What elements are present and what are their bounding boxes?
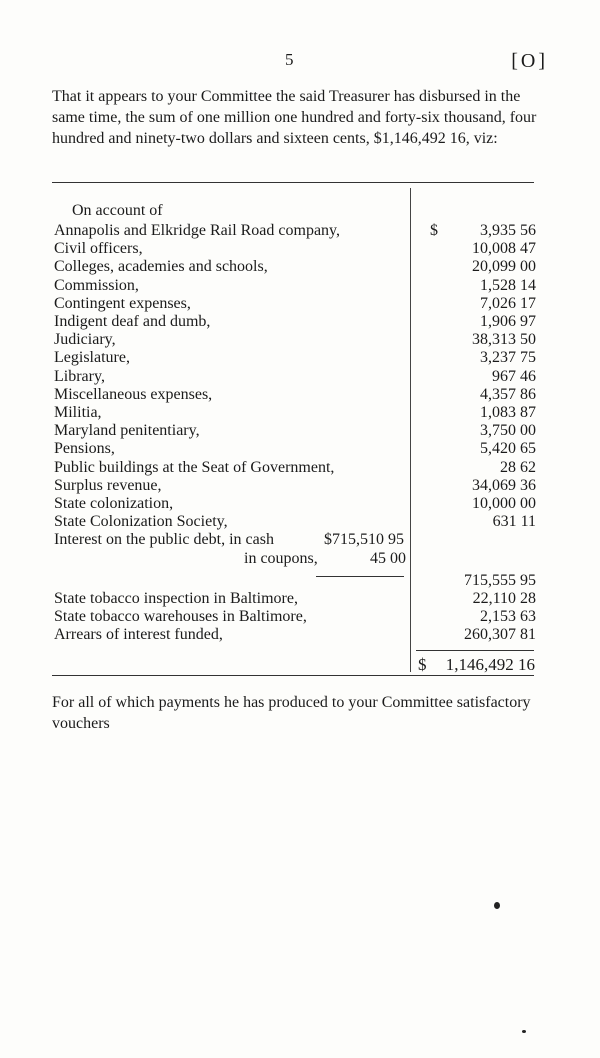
row-amount: 2,153 63 bbox=[480, 608, 536, 626]
table-row bbox=[54, 349, 536, 367]
dollar-sign: $ bbox=[430, 222, 438, 239]
row-label: Annapolis and Elkridge Rail Road company, bbox=[54, 222, 341, 239]
row-amount: 631 11 bbox=[492, 513, 536, 531]
row-label: State colonization, bbox=[54, 495, 174, 512]
table-row bbox=[54, 222, 536, 240]
table-row bbox=[54, 531, 536, 549]
table-row bbox=[54, 513, 536, 531]
row-amount: 4,357 86 bbox=[480, 385, 536, 403]
row-label: Legislature, bbox=[54, 349, 130, 367]
subtotal-amount: 715,555 95 bbox=[464, 571, 536, 589]
row-amount: 10,008 47 bbox=[472, 240, 536, 258]
row-label: Public buildings at the Seat of Government, bbox=[54, 458, 335, 476]
intro-paragraph: That it appears to your Committee the said Treasurer has disbursed in the same time, the sum of one million one hundred and forty-six thousand, four hundred and ninety-two dollars and sixteen cents, $1,146,492 16, viz: bbox=[52, 88, 537, 147]
table-row bbox=[54, 386, 536, 404]
row-label: Militia, bbox=[54, 404, 102, 421]
row-label: Indigent deaf and dumb, bbox=[54, 313, 211, 330]
row-label: Miscellaneous expenses, bbox=[54, 385, 213, 403]
table-row bbox=[54, 313, 536, 331]
row-amount: 260,307 81 bbox=[464, 626, 536, 644]
ink-speck bbox=[494, 902, 500, 909]
row-amount: 1,083 87 bbox=[480, 404, 536, 421]
row-label: State tobacco inspection in Baltimore, bbox=[54, 590, 298, 607]
row-amount: 28 62 bbox=[500, 458, 536, 476]
table-row bbox=[54, 404, 536, 422]
table-row bbox=[54, 626, 536, 644]
table-row bbox=[54, 295, 536, 313]
table-row bbox=[54, 495, 536, 513]
table-row bbox=[54, 459, 536, 477]
row-amount: 1,528 14 bbox=[480, 276, 536, 294]
row-amount: 3,935 56 bbox=[480, 222, 536, 239]
row-label: Library, bbox=[54, 367, 105, 385]
total-amount: 1,146,492 16 bbox=[445, 655, 535, 674]
row-amount: 34,069 36 bbox=[472, 476, 536, 494]
ink-speck bbox=[522, 1030, 526, 1033]
row-amount: 7,026 17 bbox=[480, 294, 536, 312]
table-bottom-rule bbox=[52, 675, 534, 676]
row-label: Arrears of interest funded, bbox=[54, 626, 223, 644]
table-row bbox=[54, 440, 536, 458]
row-amount: 1,906 97 bbox=[480, 313, 536, 330]
table-row bbox=[54, 240, 536, 258]
table-row bbox=[54, 258, 536, 276]
row-amount: 3,237 75 bbox=[480, 349, 536, 367]
cash-amount: $715,510 95 bbox=[324, 531, 404, 549]
closing-paragraph: For all of which payments he has produced to your Committee satisfactory vouchers bbox=[52, 694, 531, 732]
coupons-amount: 45 00 bbox=[370, 549, 406, 567]
row-label: Surplus revenue, bbox=[54, 476, 162, 494]
row-label: Contingent expenses, bbox=[54, 294, 191, 312]
subtotal-rule bbox=[316, 576, 404, 577]
coupons-label: in coupons, bbox=[244, 549, 318, 567]
total-dollar-sign: $ bbox=[418, 655, 427, 674]
row-label: Judiciary, bbox=[54, 331, 116, 349]
row-amount: 3,750 00 bbox=[480, 422, 536, 440]
table-row bbox=[54, 477, 536, 495]
table-heading: On account of bbox=[72, 202, 163, 219]
table-row bbox=[54, 572, 536, 590]
table-top-rule bbox=[52, 182, 534, 183]
table-row bbox=[54, 368, 536, 386]
table-row bbox=[54, 331, 536, 349]
row-amount: 967 46 bbox=[492, 367, 536, 385]
page-mark: [O] bbox=[511, 50, 548, 72]
row-amount: 20,099 00 bbox=[472, 258, 536, 276]
row-label: Civil officers, bbox=[54, 240, 143, 258]
row-amount: 10,000 00 bbox=[472, 495, 536, 512]
row-label: Colleges, academies and schools, bbox=[54, 258, 268, 276]
row-label: Pensions, bbox=[54, 440, 115, 458]
total-rule bbox=[416, 650, 534, 651]
row-label: Interest on the public debt, in cash bbox=[54, 531, 274, 549]
row-label: State tobacco warehouses in Baltimore, bbox=[54, 608, 307, 626]
row-label: State Colonization Society, bbox=[54, 513, 228, 531]
row-label: Commission, bbox=[54, 276, 139, 294]
page-number: 5 bbox=[285, 50, 294, 69]
row-amount: 5,420 65 bbox=[480, 440, 536, 458]
table-row bbox=[54, 422, 536, 440]
row-amount: 22,110 28 bbox=[472, 590, 536, 607]
row-label: Maryland penitentiary, bbox=[54, 422, 200, 440]
table-row bbox=[54, 550, 536, 568]
row-amount: 38,313 50 bbox=[472, 331, 536, 349]
table-row bbox=[54, 277, 536, 295]
table-row bbox=[54, 608, 536, 626]
table-row bbox=[54, 590, 536, 608]
